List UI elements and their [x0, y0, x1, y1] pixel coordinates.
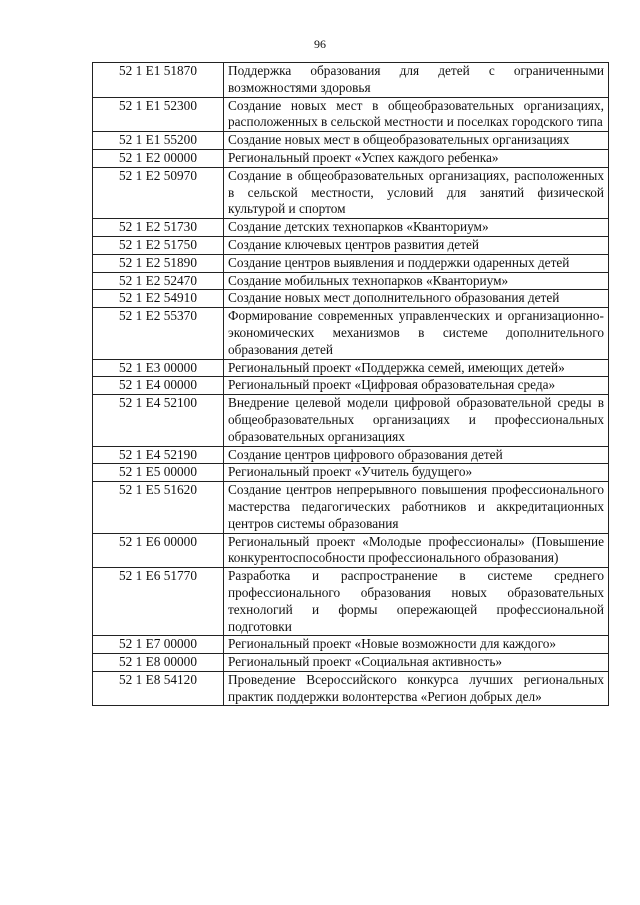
row-name: Региональный проект «Новые возможности для каждого»: [224, 636, 609, 654]
table-row: [93, 308, 609, 359]
page-number: 96: [314, 37, 326, 51]
table-row: [93, 254, 609, 272]
row-code: 52 1 E4 52190: [93, 446, 224, 464]
row-name: Региональный проект «Учитель будущего»: [224, 464, 609, 482]
row-name: Создание новых мест в общеобразовательных организациях, расположенных в сельской местности и поселках городского типа: [224, 97, 609, 132]
table-row: [93, 97, 609, 132]
row-code: 52 1 E2 50970: [93, 167, 224, 218]
table-row: [93, 219, 609, 237]
table-row: [93, 654, 609, 672]
table-row: [93, 132, 609, 150]
table-row: [93, 167, 609, 218]
row-code: 52 1 E2 51750: [93, 236, 224, 254]
row-name: Формирование современных управленческих и организационно-экономических механизмов в системе дополнительного образования детей: [224, 308, 609, 359]
table-row: [93, 395, 609, 446]
row-code: 52 1 E2 52470: [93, 272, 224, 290]
table-row: [93, 533, 609, 568]
row-code: 52 1 E2 54910: [93, 290, 224, 308]
row-code: 52 1 E7 00000: [93, 636, 224, 654]
table-row: [93, 63, 609, 98]
row-name: Создание новых мест в общеобразовательных организациях: [224, 132, 609, 150]
table-row: [93, 236, 609, 254]
row-name: Создание новых мест дополнительного образования детей: [224, 290, 609, 308]
table-row: [93, 359, 609, 377]
table-row: [93, 446, 609, 464]
row-code: 52 1 E6 00000: [93, 533, 224, 568]
row-code: 52 1 E8 00000: [93, 654, 224, 672]
row-name: Разработка и распространение в системе среднего профессионального образования новых образовательных технологий и формы опережающей профессиональной подготовки: [224, 568, 609, 636]
row-code: 52 1 E2 51890: [93, 254, 224, 272]
row-name: Региональный проект «Социальная активность»: [224, 654, 609, 672]
row-code: 52 1 E5 51620: [93, 482, 224, 533]
row-code: 52 1 E3 00000: [93, 359, 224, 377]
row-name: Поддержка образования для детей с ограниченными возможностями здоровья: [224, 63, 609, 98]
row-name: Создание мобильных технопарков «Кванториум»: [224, 272, 609, 290]
row-name: Региональный проект «Поддержка семей, имеющих детей»: [224, 359, 609, 377]
row-code: 52 1 E4 00000: [93, 377, 224, 395]
row-code: 52 1 E5 00000: [93, 464, 224, 482]
row-code: 52 1 E2 55370: [93, 308, 224, 359]
table-row: [93, 377, 609, 395]
row-name: Создание центров цифрового образования детей: [224, 446, 609, 464]
row-name: Создание детских технопарков «Кванториум»: [224, 219, 609, 237]
row-name: Региональный проект «Цифровая образовательная среда»: [224, 377, 609, 395]
row-code: 52 1 E6 51770: [93, 568, 224, 636]
table-row: [93, 482, 609, 533]
row-code: 52 1 E1 55200: [93, 132, 224, 150]
table-row: [93, 636, 609, 654]
row-code: 52 1 E2 00000: [93, 149, 224, 167]
row-name: Создание центров выявления и поддержки одаренных детей: [224, 254, 609, 272]
row-name: Создание центров непрерывного повышения профессионального мастерства педагогических работников и аккредитационных центров системы образования: [224, 482, 609, 533]
row-code: 52 1 E8 54120: [93, 671, 224, 706]
row-code: 52 1 E2 51730: [93, 219, 224, 237]
row-code: 52 1 E1 52300: [93, 97, 224, 132]
table-row: [93, 272, 609, 290]
table-row: [93, 671, 609, 706]
row-name: Создание в общеобразовательных организациях, расположенных в сельской местности, условий для занятий физической культурой и спортом: [224, 167, 609, 218]
row-name: Создание ключевых центров развития детей: [224, 236, 609, 254]
row-name: Региональный проект «Молодые профессионалы» (Повышение конкурентоспособности профессионального образования): [224, 533, 609, 568]
budget-classification-table: [92, 62, 609, 706]
table-row: [93, 568, 609, 636]
table-row: [93, 290, 609, 308]
row-code: 52 1 E4 52100: [93, 395, 224, 446]
table-row: [93, 464, 609, 482]
row-name: Региональный проект «Успех каждого ребенка»: [224, 149, 609, 167]
row-name: Внедрение целевой модели цифровой образовательной среды в общеобразовательных организациях и профессиональных образовательных организациях: [224, 395, 609, 446]
row-code: 52 1 E1 51870: [93, 63, 224, 98]
table-row: [93, 149, 609, 167]
row-name: Проведение Всероссийского конкурса лучших региональных практик поддержки волонтерства «Регион добрых дел»: [224, 671, 609, 706]
